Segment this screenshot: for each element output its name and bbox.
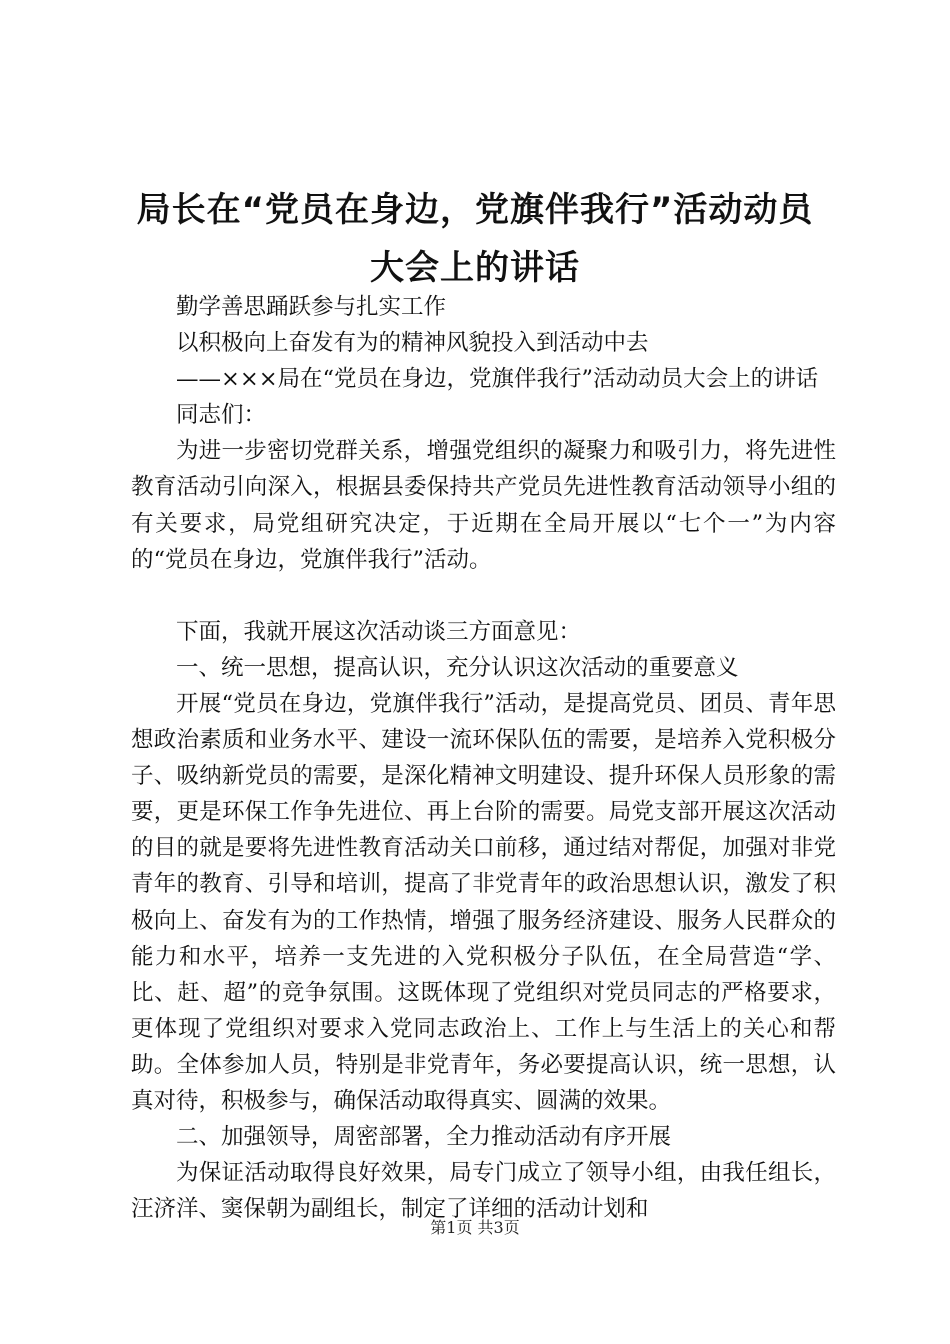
body-paragraph: 为保证活动取得良好效果，局专门成立了领导小组，由我任组长，汪济洋、窦保朝为副组长，制定了详细的活动计划和 [131,1160,836,1223]
body-paragraph: 为进一步密切党群关系，增强党组织的凝聚力和吸引力，将先进性教育活动引向深入，根据县委保持共产党员先进性教育活动领导小组的有关要求，局党组研究决定，于近期在全局开展以“七个一”为内容的“党员在身边，党旗伴我行”活动。 [131,438,836,573]
document-title-line-2: 大会上的讲话 [370,248,580,288]
subtitle-line-2: 以积极向上奋发有为的精神风貌投入到活动中去 [176,330,649,357]
document-body [131,289,836,1227]
body-paragraph: 开展“党员在身边，党旗伴我行”活动，是提高党员、团员、青年思想政治素质和业务水平、建设一流环保队伍的需要，是培养入党积极分子、吸纳新党员的需要，是深化精神文明建设、提升环保人员形象的需要，更是环保工作争先进位、再上台阶的需要。局党支部开展这次活动的目的就是要将先进性教育活动关口前移，通过结对帮促，加强对非党青年的教育、引导和培训，提高了非党青年的政治思想认识，激发了积极向上、奋发有为的工作热情，增强了服务经济建设、服务人民群众的能力和水平，培养一支先进的入党积极分子队伍，在全局营造“学、比、赶、超”的竞争氛围。这既体现了党组织对党员同志的严格要求，更体现了党组织对要求入党同志政治上、工作上与生活上的关心和帮助。全体参加人员，特别是非党青年，务必要提高认识，统一思想，认真对待，积极参与，确保活动取得真实、圆满的效果。 [131,690,836,1114]
body-paragraph: 下面，我就开展这次活动谈三方面意见： [176,618,582,645]
salutation: 同志们： [176,402,267,429]
blank-line [131,578,836,614]
subtitle-line-3: ——×××局在“党员在身边，党旗伴我行”活动动员大会上的讲话 [176,366,819,393]
document-title-line-1: 局长在“党员在身边，党旗伴我行”活动动员 [136,190,814,230]
page-number-footer: 第1页 共3页 [430,1218,520,1237]
section-heading: 二、加强领导，周密部署，全力推动活动有序开展 [176,1124,672,1151]
section-heading: 一、统一思想，提高认识，充分认识这次活动的重要意义 [176,654,739,681]
subtitle-line-1: 勤学善思踊跃参与扎实工作 [176,294,447,320]
